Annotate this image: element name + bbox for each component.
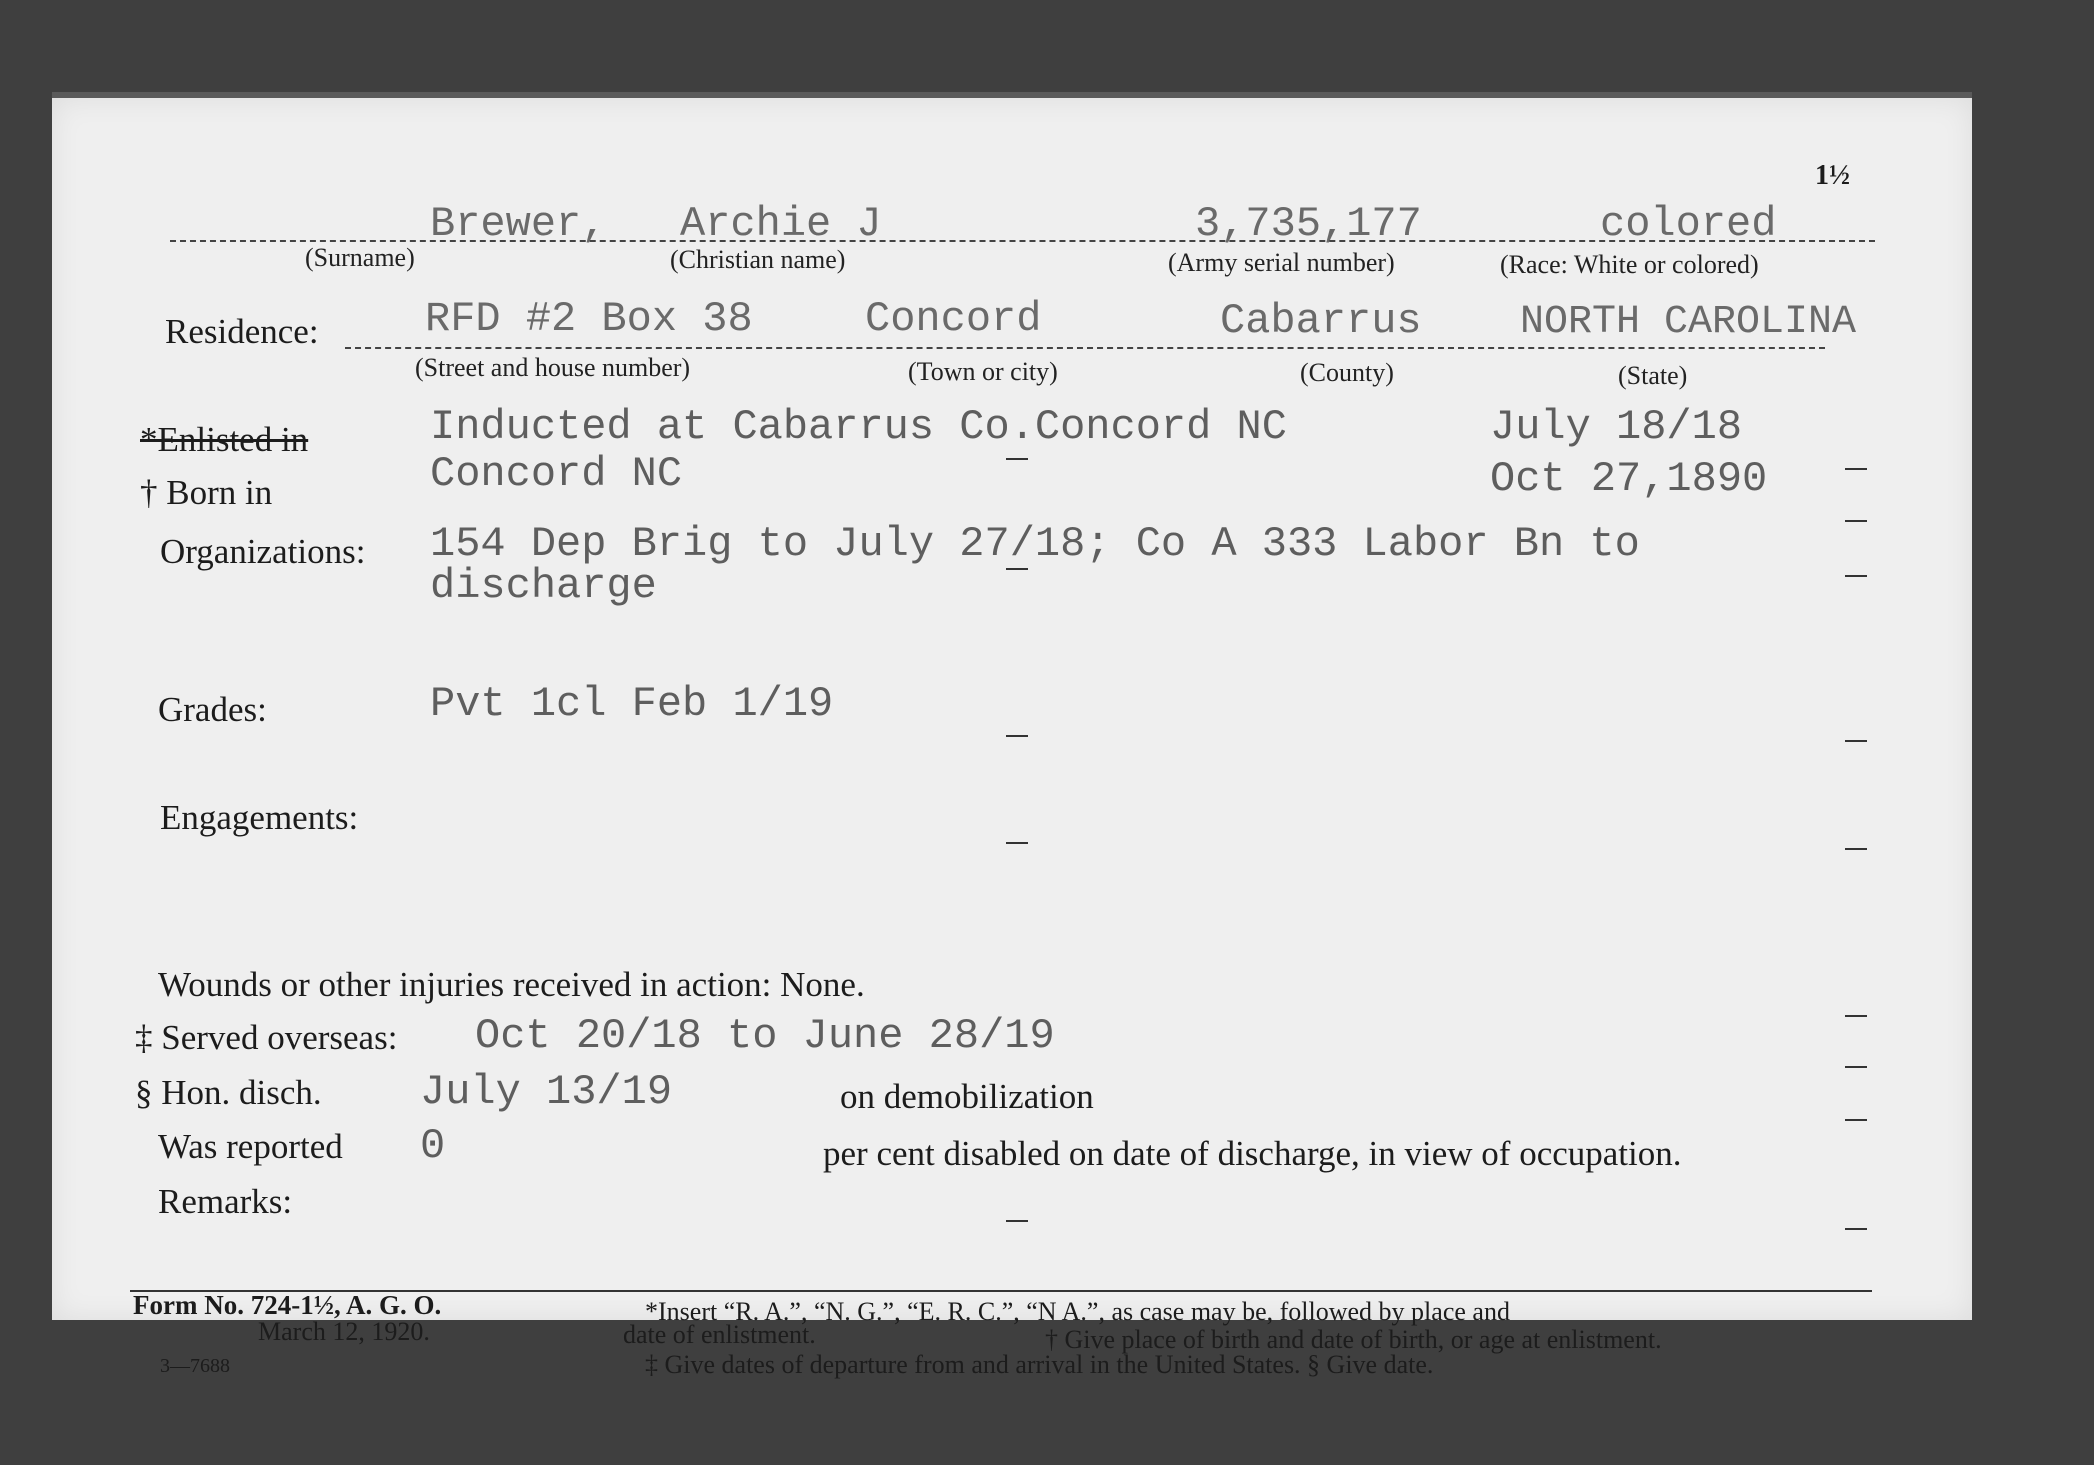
right-mark [1845,1015,1867,1017]
surname-value: Brewer, [430,200,607,248]
form-date: March 12, 1920. [258,1317,430,1346]
name-line [170,240,1875,242]
footnote-departure: ‡ Give dates of departure from and arrival in the United States. § Give date. [645,1350,1434,1379]
right-mark [1845,520,1867,522]
state-caption: (State) [1618,361,1688,390]
footnote-insert: *Insert “R. A.”, “N. G.”, “E. R. C.”, “N A.”, as case may be, followed by place and [645,1297,1510,1326]
wounds-text: Wounds or other injuries received in action: None. [158,965,865,1004]
enlisted-label: *Enlisted in [140,420,309,459]
residence-line [345,347,1825,349]
corner-mark: 1½ [1815,160,1850,191]
christian-name-value: Archie J [680,200,882,248]
right-mark [1845,848,1867,850]
right-mark [1845,468,1867,470]
remarks-label: Remarks: [158,1182,293,1221]
street-caption: (Street and house number) [415,353,691,382]
serial-number-value: 3,735,177 [1195,200,1422,248]
grades-value: Pvt 1cl Feb 1/19 [430,680,834,728]
organizations-label: Organizations: [160,532,366,571]
grades-label: Grades: [158,690,267,729]
born-date: Oct 27,1890 [1490,455,1768,503]
discharge-value: July 13/19 [420,1068,673,1116]
right-mark [1845,1228,1867,1230]
organizations-line1: 154 Dep Brig to July 27/18; Co A 333 Labor Bn to [430,520,1640,568]
discharge-reason: on demobilization [840,1077,1094,1116]
reported-value: 0 [420,1122,446,1170]
right-mark [1845,740,1867,742]
born-value: Concord NC [430,450,683,498]
reported-text: per cent disabled on date of discharge, in view of occupation. [823,1134,1682,1173]
state-value: NORTH CAROLINA [1520,300,1857,345]
born-label: † Born in [140,473,273,512]
engagements-label: Engagements: [160,798,359,837]
print-code: 3—7688 [160,1355,230,1377]
street-value: RFD #2 Box 38 [425,295,753,343]
center-mark [1006,458,1028,460]
footnote-enlistment: date of enlistment. [623,1320,816,1349]
discharge-label: § Hon. disch. [135,1073,322,1112]
surname-caption: (Surname) [305,243,415,272]
overseas-value: Oct 20/18 to June 28/19 [475,1012,1055,1060]
race-value: colored [1600,200,1777,248]
county-caption: (County) [1300,358,1394,387]
right-mark [1845,1119,1867,1121]
christian-name-caption: (Christian name) [670,245,846,274]
right-mark [1845,575,1867,577]
enlisted-value: Inducted at Cabarrus Co.Concord NC [430,403,1287,451]
center-mark [1006,568,1028,570]
serial-number-caption: (Army serial number) [1168,248,1395,277]
footnote-birth: † Give place of birth and date of birth, or age at enlistment. [1045,1325,1662,1354]
center-mark [1006,735,1028,737]
right-mark [1845,1066,1867,1068]
center-mark [1006,842,1028,844]
residence-label: Residence: [165,312,319,351]
town-caption: (Town or city) [908,357,1058,386]
organizations-line2: discharge [430,562,657,610]
center-mark [1006,1220,1028,1222]
county-value: Cabarrus [1220,297,1422,345]
overseas-label: ‡ Served overseas: [135,1018,398,1057]
race-caption: (Race: White or colored) [1500,250,1759,279]
form-number: Form No. 724-1½, A. G. O. [133,1290,442,1320]
reported-label: Was reported [158,1127,343,1166]
town-value: Concord [865,295,1042,343]
enlisted-date: July 18/18 [1490,403,1743,451]
